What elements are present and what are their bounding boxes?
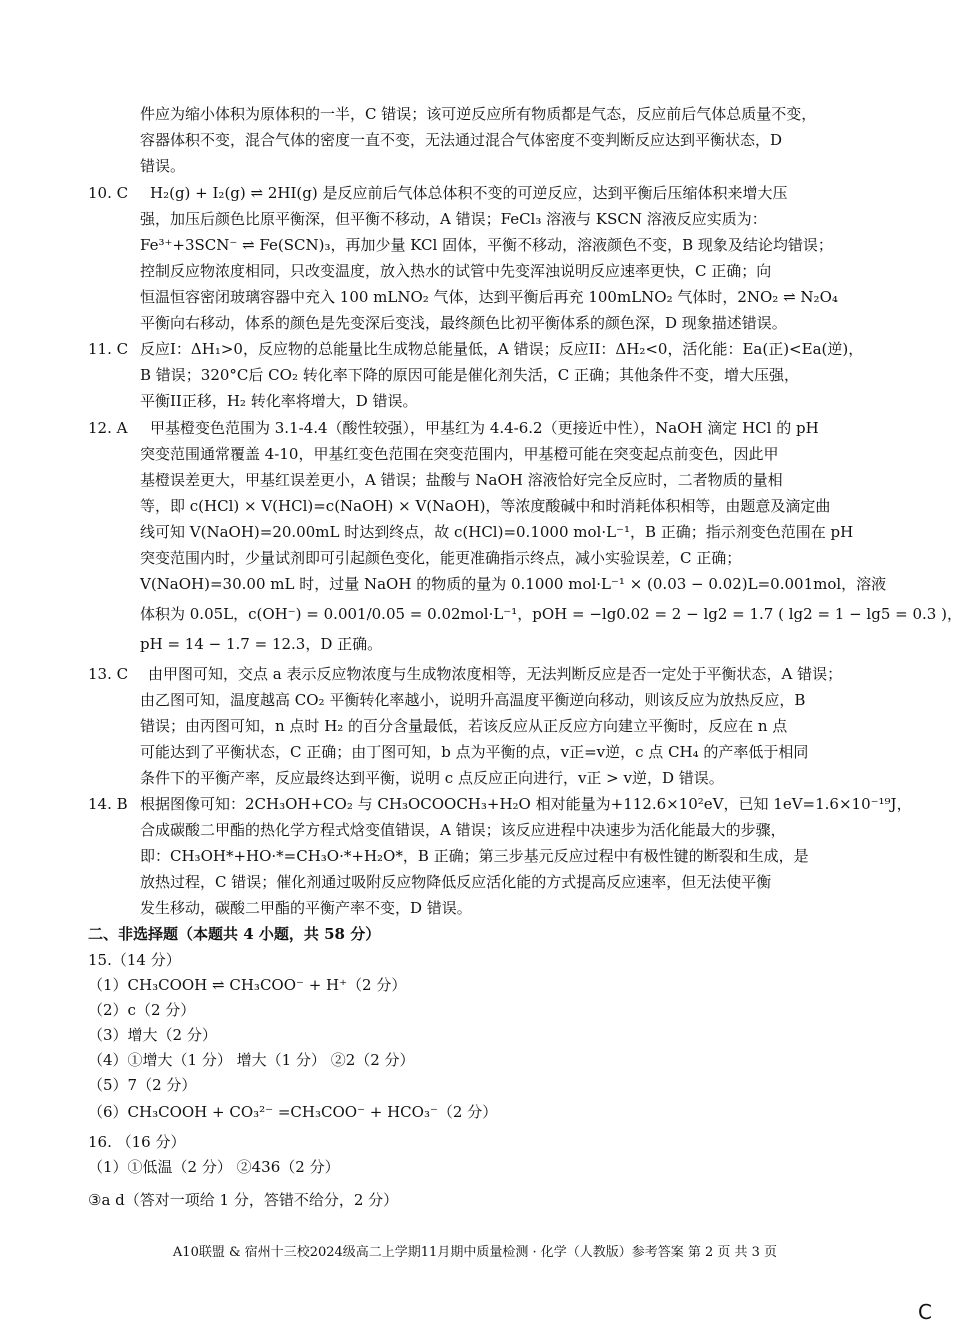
text-line: 突变范围内时，少量试剂即可引起颜色变化，能更准确指示终点，减小实验误差，C 正确；	[140, 549, 742, 567]
text-line: 即：CH₃OH*+HO·*=CH₃O·*+H₂O*，B 正确；第三步基元反应过程中有极性键的断裂和生成，是	[140, 847, 809, 865]
answer-line: （3）增大（2 分）	[88, 1026, 217, 1044]
text-line: 甲基橙变色范围为 3.1-4.4（酸性较强），甲基红为 4.4-6.2（更接近中性），NaOH 滴定 HCl 的 pH	[150, 419, 819, 437]
text-line: pH = 14 − 1.7 = 12.3，D 正确。	[140, 635, 383, 653]
answer-line: （5）7（2 分）	[88, 1076, 197, 1094]
text-line: 由乙图可知，温度越高 CO₂ 平衡转化率越小，说明升高温度平衡逆向移动，则该反应为放热反应，B	[140, 691, 806, 709]
text-line: 错误；由丙图可知，n 点时 H₂ 的百分含量最低，若该反应从正反应方向建立平衡时，反应在 n 点	[140, 717, 788, 735]
answer-line: ③a d（答对一项给 1 分，答错不给分，2 分）	[88, 1191, 399, 1209]
question-number: 14. B	[88, 795, 128, 813]
question-number: 13. C	[88, 665, 129, 683]
text-line: 线可知 V(NaOH)=20.00mL 时达到终点，故 c(HCl)=0.1000 mol·L⁻¹，B 正确；指示剂变色范围在 pH	[140, 523, 854, 541]
text-line: 容器体积不变，混合气体的密度一直不变，无法通过混合气体密度不变判断反应达到平衡状态，D	[140, 131, 783, 149]
text-line: 反应I：ΔH₁>0，反应物的总能量比生成物总能量低，A 错误；反应II：ΔH₂<0，活化能：Ea(正)<Ea(逆)，	[140, 340, 864, 358]
text-line: 可能达到了平衡状态，C 正确；由丁图可知，b 点为平衡的点，v正=v逆，c 点 CH₄ 的产率低于相同	[140, 743, 809, 761]
question-heading: 16. （16 分）	[88, 1133, 186, 1151]
text-line: Fe³⁺+3SCN⁻ ⇌ Fe(SCN)₃，再加少量 KCl 固体，平衡不移动，溶液颜色不变，B 现象及结论均错误；	[140, 236, 833, 254]
answer-line: （2）c（2 分）	[88, 1001, 196, 1019]
corner-mark: C	[918, 1300, 932, 1324]
question-heading: 15.（14 分）	[88, 951, 181, 969]
section-heading: 二、非选择题（本题共 4 小题，共 58 分）	[88, 925, 381, 943]
text-line: B 错误；320°C后 CO₂ 转化率下降的原因可能是催化剂失活，C 正确；其他条件不变，增大压强，	[140, 366, 799, 384]
text-line: V(NaOH)=30.00 mL 时，过量 NaOH 的物质的量为 0.1000 mol·L⁻¹ × (0.03 − 0.02)L=0.001mol，溶液	[140, 575, 887, 593]
text-line: 根据图像可知：2CH₃OH+CO₂ 与 CH₃OCOOCH₃+H₂O 相对能量为+112.6×10²eV，已知 1eV=1.6×10⁻¹⁹J，	[140, 795, 912, 813]
answer-line: （6）CH₃COOH + CO₃²⁻ =CH₃COO⁻ + HCO₃⁻（2 分）	[88, 1103, 498, 1121]
text-line: 平衡向右移动，体系的颜色是先变深后变浅，最终颜色比初平衡体系的颜色深，D 现象描述错误。	[140, 314, 787, 332]
question-number: 11. C	[88, 340, 129, 358]
text-line: 恒温恒容密闭玻璃容器中充入 100 mLNO₂ 气体，达到平衡后再充 100mLNO₂ 气体时，2NO₂ ⇌ N₂O₄	[140, 288, 838, 306]
text-line: 体积为 0.05L，c(OH⁻) = 0.001/0.05 = 0.02mol·L⁻¹，pOH = −lg0.02 = 2 − lg2 = 1.7 ( lg2 = 1 − lg5 = 0.3 )，	[140, 605, 962, 623]
text-line: 基橙误差更大，甲基红误差更小，A 错误；盐酸与 NaOH 溶液恰好完全反应时，二者物质的量相	[140, 471, 783, 489]
text-line: 条件下的平衡产率，反应最终达到平衡，说明 c 点反应正向进行，v正 > v逆，D 错误。	[140, 769, 724, 787]
text-line: 错误。	[140, 157, 186, 175]
text-line: 强，加压后颜色比原平衡深，但平衡不移动，A 错误；FeCl₃ 溶液与 KSCN 溶液反应实质为：	[140, 210, 767, 228]
page-footer: A10联盟 & 宿州十三校2024级高二上学期11月期中质量检测 · 化学（人教版）参考答案 第 2 页 共 3 页	[172, 1245, 778, 1260]
text-line: 等，即 c(HCl) × V(HCl)=c(NaOH) × V(NaOH)，等浓度酸碱中和时消耗体积相等，由题意及滴定曲	[140, 497, 831, 515]
text-line: 控制反应物浓度相同，只改变温度，放入热水的试管中先变浑浊说明反应速率更快，C 正确；向	[140, 262, 772, 280]
answer-line: （4）①增大（1 分） 增大（1 分） ②2（2 分）	[88, 1051, 415, 1069]
text-line: 发生移动，碳酸二甲酯的平衡产率不变，D 错误。	[140, 899, 472, 917]
question-number: 10. C	[88, 184, 129, 202]
question-number: 12. A	[88, 419, 128, 437]
text-line: H₂(g) + I₂(g) ⇌ 2HI(g) 是反应前后气体总体积不变的可逆反应，达到平衡后压缩体积来增大压	[150, 184, 788, 202]
text-line: 突变范围通常覆盖 4-10，甲基红变色范围在突变范围内，甲基橙可能在突变起点前变色，因此甲	[140, 445, 779, 463]
text-line: 合成碳酸二甲酯的热化学方程式焓变值错误，A 错误；该反应进程中决速步为活化能最大的步骤，	[140, 821, 786, 839]
text-line: 放热过程，C 错误；催化剂通过吸附反应物降低反应活化能的方式提高反应速率，但无法使平衡	[140, 873, 772, 891]
text-line: 平衡II正移，H₂ 转化率将增大，D 错误。	[140, 392, 418, 410]
answer-line: （1）CH₃COOH ⇌ CH₃COO⁻ + H⁺（2 分）	[88, 976, 407, 994]
text-line: 件应为缩小体积为原体积的一半，C 错误；该可逆反应所有物质都是气态，反应前后气体总质量不变，	[140, 105, 817, 123]
text-line: 由甲图可知，交点 a 表示反应物浓度与生成物浓度相等，无法判断反应是否一定处于平衡状态，A 错误；	[148, 665, 843, 683]
answer-line: （1）①低温（2 分） ②436（2 分）	[88, 1158, 340, 1176]
